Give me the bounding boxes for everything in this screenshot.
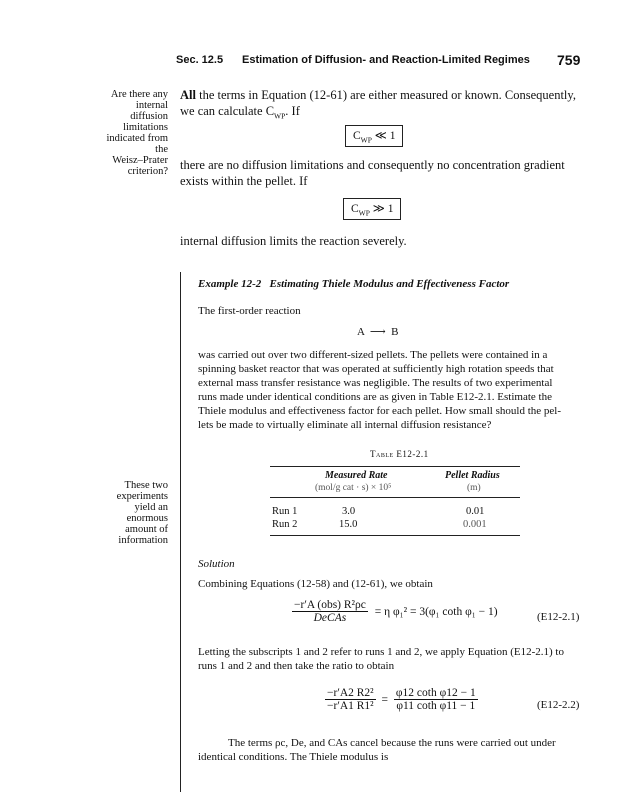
col-header-radius: Pellet Radius — [445, 470, 500, 481]
example-intro: The first-order reaction — [198, 305, 301, 317]
fraction-denominator: −r′A1 R1² — [327, 700, 374, 712]
equation-fraction — [292, 599, 368, 624]
cwp-symbol: C — [353, 130, 361, 142]
solution-label: Solution — [198, 558, 235, 570]
paragraph-cancel — [198, 736, 593, 764]
criterion-relation: ≪ 1 — [371, 130, 396, 142]
fraction-numerator: −r′A (obs) R²ρc — [294, 599, 366, 611]
table-row — [272, 519, 297, 530]
margin-note-experiments — [96, 480, 168, 546]
reaction-equation — [357, 325, 398, 339]
intro-text: we can calculate C — [180, 103, 275, 118]
intro-text: the terms in Equation (12-61) are either measured or known. Consequently, — [195, 88, 576, 102]
paragraph-subscripts — [198, 645, 593, 673]
table-caption: Table E12-2.1 — [370, 449, 429, 459]
cwp-subscript: WP — [358, 208, 370, 218]
page-number: 759 — [557, 52, 581, 68]
text-line: external mass transfer resistance was negligible. The results of two experimental — [198, 377, 553, 389]
product: B — [391, 326, 399, 338]
margin-note-weisz-prater — [96, 89, 168, 177]
row-label: Run 1 — [272, 506, 298, 517]
reactant: A — [357, 326, 365, 338]
text-line: lets be made to virtually eliminate all internal diffusion resistance? — [198, 419, 492, 431]
table-mid-rule — [270, 497, 520, 498]
margin-line: These two — [124, 480, 168, 491]
col-units-radius: (m) — [467, 483, 481, 493]
equation-fraction-rhs — [394, 687, 478, 712]
margin-line: enormous amount of — [125, 513, 168, 535]
text-line: exists within the pellet. If — [180, 173, 308, 188]
margin-line: indicated from the — [106, 133, 168, 155]
text-line: was carried out over two different-sized pellets. The pellets were contained in a — [198, 349, 548, 361]
row-rate: 3.0 — [342, 506, 356, 517]
equation-tag: (E12-2.1) — [537, 611, 580, 623]
fraction-denominator: φ11 coth φ11 − 1 — [396, 700, 476, 712]
intro-all: All — [180, 88, 196, 102]
intro-text: . If — [285, 103, 300, 118]
row-rate: 15.0 — [339, 519, 358, 530]
example-heading — [198, 277, 509, 291]
text-line: runs made under identical conditions are as given in Table E12-2.1. Estimate the — [198, 391, 552, 403]
margin-line: Weisz–Prater — [112, 155, 168, 166]
row-label: Run 2 — [272, 519, 298, 530]
reaction-arrow: ⟶ — [369, 326, 386, 338]
text-line: spinning basket reactor that was operated at sufficiently high rotation speeds that — [198, 363, 554, 375]
text-line: The terms ρc, De, and CAs cancel because the runs were carried out under — [228, 737, 556, 749]
equation-rhs: = η φ₁² = 3(φ₁ coth φ₁ − 1) — [374, 605, 498, 618]
cwp-symbol: C — [351, 203, 359, 215]
col-units-rate: (mol/g cat · s) × 10⁵ — [315, 483, 392, 493]
text-line: runs 1 and 2 and then take the ratio to obtain — [198, 660, 395, 672]
table-row — [272, 506, 297, 517]
row-radius: 0.001 — [463, 519, 487, 530]
example-rule — [180, 272, 181, 792]
table-top-rule — [270, 466, 520, 467]
text-line: Thiele modulus and effectiveness factor for each pellet. How small should the pel- — [198, 405, 561, 417]
equals-sign: = — [381, 693, 389, 706]
margin-line: internal diffusion — [130, 100, 168, 122]
section-number: Sec. 12.5 — [176, 54, 224, 66]
text-line: identical conditions. The Thiele modulus is — [198, 751, 389, 763]
text-line: there are no diffusion limitations and consequently no concentration gradient — [180, 158, 565, 172]
margin-line: experiments yield an — [116, 491, 168, 513]
fraction-denominator: DeCAs — [313, 612, 347, 624]
example-title: Estimating Thiele Modulus and Effectiveness Factor — [269, 278, 510, 290]
running-title: Estimation of Diffusion- and Reaction-Limited Regimes — [242, 54, 530, 66]
margin-line: information — [118, 535, 168, 546]
equation-e12-2-1 — [292, 599, 498, 624]
equation-fraction-lhs — [325, 687, 376, 712]
solution-line: Combining Equations (12-58) and (12-61), we obtain — [198, 578, 433, 590]
table-bottom-rule — [270, 535, 520, 536]
criterion-box-small — [345, 125, 403, 147]
criterion-relation: ≫ 1 — [369, 203, 394, 215]
equation-tag: (E12-2.2) — [537, 699, 580, 711]
margin-line: Are there any — [110, 89, 168, 100]
paragraph-no-limitations — [180, 158, 590, 189]
margin-line: criterion? — [127, 166, 168, 177]
text-line: Letting the subscripts 1 and 2 refer to runs 1 and 2, we apply Equation (E12-2.1) to — [198, 646, 564, 658]
row-radius: 0.01 — [466, 506, 485, 517]
cwp-subscript: WP — [274, 111, 286, 120]
margin-line: limitations — [123, 122, 168, 133]
intro-paragraph — [180, 88, 590, 124]
criterion-box-large — [343, 198, 401, 220]
equation-e12-2-2 — [325, 687, 478, 712]
fraction-numerator: −r′A2 R2² — [327, 687, 374, 699]
cwp-subscript: WP — [360, 135, 372, 145]
fraction-numerator: φ12 coth φ12 − 1 — [395, 687, 476, 699]
example-problem-paragraph — [198, 348, 593, 432]
paragraph-severe-limitation: internal diffusion limits the reaction severely. — [180, 234, 407, 248]
example-label: Example 12-2 — [198, 278, 262, 290]
col-header-rate: Measured Rate — [325, 470, 388, 481]
